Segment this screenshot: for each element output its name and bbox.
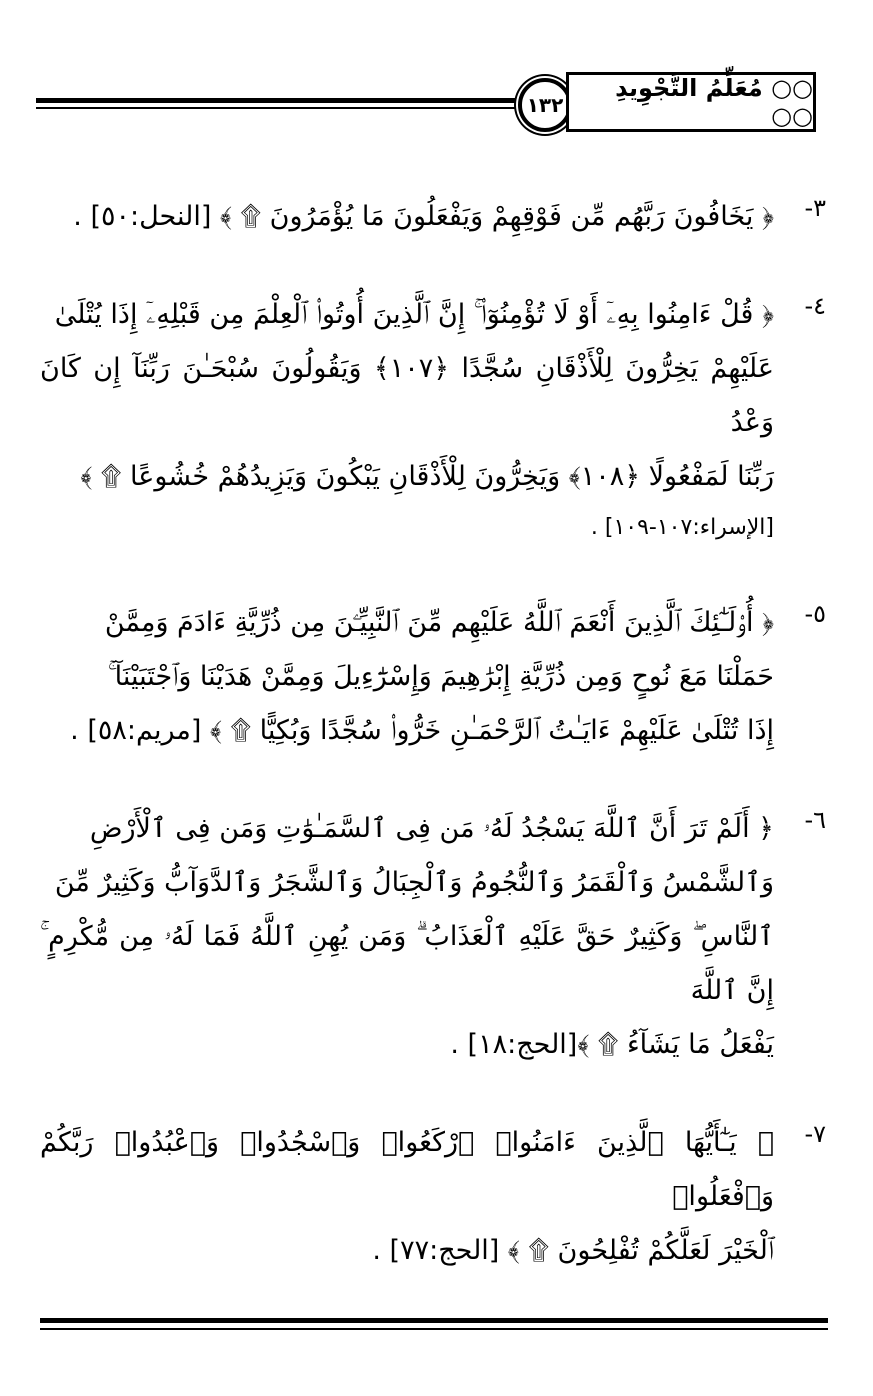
item-number: ٤-	[804, 292, 826, 320]
header-rule-thin	[36, 107, 522, 109]
book-title: ○○ مُعَلِّمُ التَّجْوِيدِ ○○	[566, 72, 816, 132]
verse-line: ﴿ يَـٰٓأَيُّهَا ٱلَّذِينَ ءَامَنُوا۟ ٱرْكَعُوا۟ وَٱسْجُدُوا۟ وَٱعْبُدُوا۟ رَبَّكُمْ وَٱفْعَلُوا۟	[40, 1127, 774, 1212]
verse-line: ٱلْخَيْرَ لَعَلَّكُمْ تُفْلِحُونَ ۩ ﴾ [الحج:٧٧] .	[372, 1235, 774, 1266]
verses-list	[40, 190, 826, 1322]
verse-line: ٱلنَّاسِ ۖ وَكَثِيرٌ حَقَّ عَلَيْهِ ٱلْعَذَابُ ۗ وَمَن يُهِنِ ٱللَّهُ فَمَا لَهُۥ مِن مُّكْرِمٍ ۚ إِنَّ ٱللَّهَ	[40, 921, 774, 1006]
verse-item-5	[40, 596, 826, 758]
item-number: ٦-	[804, 806, 826, 834]
item-number: ٥-	[804, 600, 826, 628]
verse-item-3	[40, 190, 826, 244]
verse-line: إِذَا تُتْلَىٰ عَلَيْهِمْ ءَايَـٰتُ ٱلرَّحْمَـٰنِ خَرُّوا۟ سُجَّدًا وَبُكِيًّا ۩ ﴾ [مريم:٥٨] .	[70, 715, 774, 746]
footer-rule-thin	[40, 1328, 828, 1330]
item-number: ٧-	[804, 1120, 826, 1148]
header-rule-thick	[36, 98, 522, 103]
verse-item-7	[40, 1116, 826, 1278]
page-number: ١٣٢	[518, 78, 572, 132]
verse-line: وَٱلشَّمْسُ وَٱلْقَمَرُ وَٱلنُّجُومُ وَٱلْجِبَالُ وَٱلشَّجَرُ وَٱلدَّوَآبُّ وَكَثِيرٌ مِّنَ	[54, 867, 774, 898]
verse-line: ﴿ يَخَافُونَ رَبَّهُم مِّن فَوْقِهِمْ وَيَفْعَلُونَ مَا يُؤْمَرُونَ ۩ ﴾ [النحل:٥٠] .	[73, 201, 774, 232]
verse-reference: [الإسراء:١٠٧-١٠٩] .	[590, 515, 774, 540]
item-number: ٣-	[804, 194, 826, 222]
verse-line: يَفْعَلُ مَا يَشَآءُ ۩ ﴾[الحج:١٨] .	[450, 1029, 774, 1060]
verse-line: حَمَلْنَا مَعَ نُوحٍ وَمِن ذُرِّيَّةِ إِبْرَٰهِيمَ وَإِسْرَٰٓءِيلَ وَمِمَّنْ هَدَيْنَا وَٱجْتَبَيْنَآ ۚ	[107, 661, 774, 692]
verse-line: عَلَيْهِمْ يَخِرُّونَ لِلْأَذْقَانِ سُجَّدًا ﴿١٠٧﴾ وَيَقُولُونَ سُبْحَـٰنَ رَبِّنَآ إِن كَانَ وَعْدُ	[40, 353, 774, 438]
verse-line: ﴿ أُو۟لَـٰٓئِكَ ٱلَّذِينَ أَنْعَمَ ٱللَّهُ عَلَيْهِم مِّنَ ٱلنَّبِيِّـۧنَ مِن ذُرِّيَّةِ ءَادَمَ وَمِمَّنْ	[104, 607, 774, 638]
verse-line: ﴿ قُلْ ءَامِنُوا بِهِۦٓ أَوْ لَا تُؤْمِنُوٓا۟ ۚ إِنَّ ٱلَّذِينَ أُوتُوا۟ ٱلْعِلْمَ مِن قَبْلِهِۦٓ إِذَا يُتْلَىٰ	[54, 299, 774, 330]
page-header	[36, 72, 812, 132]
verse-line: رَبِّنَا لَمَفْعُولًا ﴿١٠٨﴾ وَيَخِرُّونَ لِلْأَذْقَانِ يَبْكُونَ وَيَزِيدُهُمْ خُشُوعًا ۩ ﴾	[80, 461, 774, 492]
footer-rule-thick	[40, 1318, 828, 1323]
verse-item-6	[40, 802, 826, 1072]
verse-line: ﴿ أَلَمْ تَرَ أَنَّ ٱللَّهَ يَسْجُدُ لَهُۥ مَن فِى ٱلسَّمَـٰوَٰتِ وَمَن فِى ٱلْأَرْضِ	[89, 813, 774, 844]
verse-item-4	[40, 288, 826, 552]
